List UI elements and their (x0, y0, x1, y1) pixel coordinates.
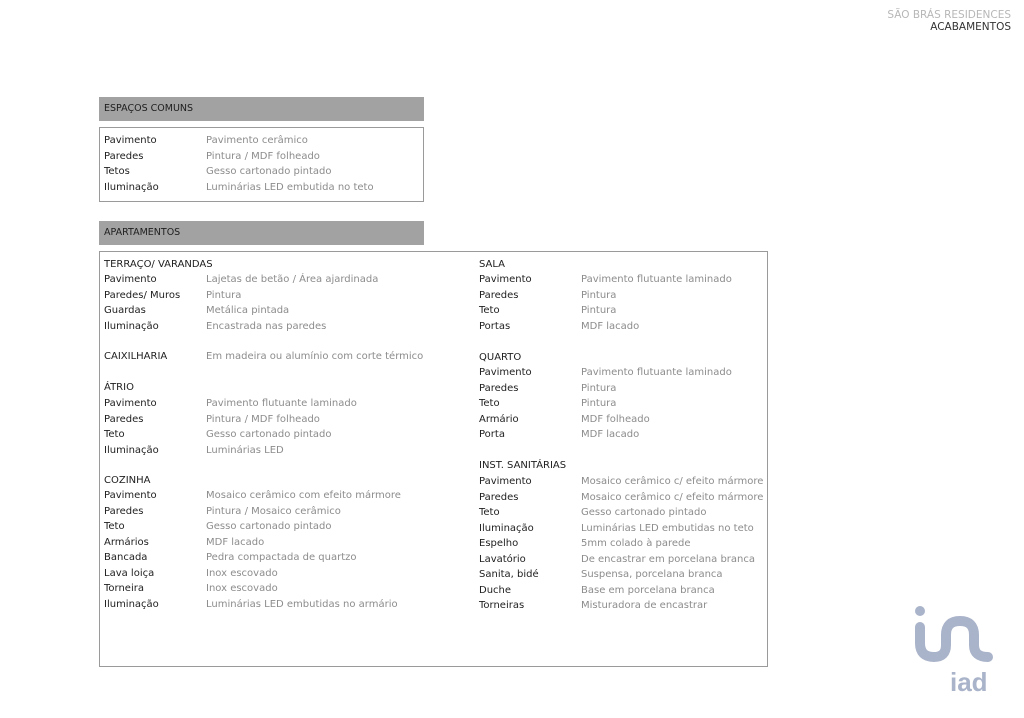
spec-label: Lavatório (479, 553, 526, 565)
project-name: SÃO BRÁS RESIDENCES (887, 9, 1011, 21)
spec-label: Torneiras (479, 600, 525, 611)
spec-label: Iluminação (104, 181, 159, 193)
spec-value: De encastrar em porcelana branca (581, 553, 755, 565)
window-frames-label: CAIXILHARIA (104, 351, 168, 362)
spec-value: Pintura / MDF folheado (206, 150, 320, 162)
iad-logo (912, 605, 1002, 695)
spec-value: 5mm colado à parede (581, 538, 691, 549)
spec-label: Pavimento (479, 367, 532, 378)
page-title: ACABAMENTOS (930, 21, 1011, 33)
spec-value: Pavimento cerâmico (206, 135, 308, 146)
spec-label: Torneira (104, 583, 144, 594)
spec-label: Paredes (479, 289, 519, 301)
spec-value: Suspensa, porcelana branca (581, 569, 723, 580)
spec-value: Gesso cartonado pintado (206, 166, 332, 177)
spec-value: Pedra compactada de quartzo (206, 552, 357, 563)
spec-label: Pavimento (104, 490, 157, 501)
terrace-section-title: TERRAÇO/ VARANDAS (104, 259, 213, 270)
iad-logo-mark (920, 621, 988, 657)
spec-value: Mosaico cerâmico com efeito mármore (206, 490, 401, 501)
spec-value: Inox escovado (206, 567, 278, 579)
spec-value: Pavimento flutuante laminado (206, 398, 357, 409)
spec-value: MDF folheado (581, 413, 650, 425)
spec-value: Pavimento flutuante laminado (581, 274, 732, 285)
spec-label: Paredes (479, 382, 519, 394)
window-frames-value: Em madeira ou alumínio com corte térmico (206, 351, 424, 362)
document-header (887, 9, 1011, 33)
iad-logo-text: iad (950, 667, 988, 695)
spec-value: Metálica pintada (206, 305, 290, 316)
spec-value: Gesso cartonado pintado (581, 507, 707, 518)
spec-label: Bancada (104, 552, 148, 563)
spec-value: Pavimento flutuante laminado (581, 367, 732, 378)
spec-label: Paredes (104, 505, 144, 517)
living-room-section-title: SALA (479, 259, 506, 270)
spec-value: Pintura (581, 289, 617, 301)
spec-value: MDF lacado (581, 429, 640, 440)
spec-label: Teto (479, 507, 500, 518)
spec-label: Pavimento (104, 135, 157, 146)
spec-label: Armário (479, 413, 519, 425)
spec-label: Guardas (104, 305, 146, 316)
spec-value: Pintura (206, 289, 242, 301)
common-areas-title-bar: ESPAÇOS COMUNS (99, 97, 424, 121)
spec-label: Paredes (104, 413, 144, 425)
spec-label: Teto (479, 305, 500, 316)
spec-value: Gesso cartonado pintado (206, 429, 332, 440)
spec-label: Paredes (104, 150, 144, 162)
spec-value: Inox escovado (206, 583, 278, 594)
iad-logo-dot (915, 606, 925, 616)
spec-value: Lajetas de betão / Área ajardinada (206, 274, 379, 285)
kitchen-section-title: COZINHA (104, 475, 151, 486)
spec-label: Iluminação (104, 598, 159, 610)
spec-label: Iluminação (479, 522, 534, 534)
spec-value: Pintura (581, 305, 617, 316)
spec-value: Mosaico cerâmico c/ efeito mármore (581, 491, 764, 503)
spec-value: Luminárias LED embutidas no armário (206, 598, 398, 610)
bedroom-section-title: QUARTO (479, 352, 522, 363)
spec-value: Luminárias LED (206, 444, 284, 456)
spec-value: Luminárias LED embutidas no teto (581, 522, 754, 534)
spec-label: Pavimento (479, 476, 532, 487)
spec-value: MDF lacado (581, 320, 640, 332)
spec-label: Duche (479, 584, 512, 596)
spec-value: Encastrada nas paredes (206, 320, 327, 332)
spec-label: Iluminação (104, 320, 159, 332)
spec-value: Gesso cartonado pintado (206, 521, 332, 532)
spec-label: Lava loiça (104, 567, 155, 579)
spec-label: Portas (479, 320, 511, 332)
spec-label: Teto (479, 398, 500, 409)
spec-label: Teto (104, 521, 125, 532)
spec-label: Pavimento (104, 274, 157, 285)
spec-value: Pintura / Mosaico cerâmico (206, 505, 341, 517)
apartments-title-bar: APARTAMENTOS (99, 221, 424, 245)
spec-value: Base em porcelana branca (581, 584, 715, 596)
spec-label: Paredes/ Muros (104, 289, 181, 301)
spec-value: Misturadora de encastrar (581, 600, 708, 611)
spec-label: Pavimento (479, 274, 532, 285)
spec-label: Paredes (479, 491, 519, 503)
spec-label: Iluminação (104, 444, 159, 456)
spec-label: Pavimento (104, 398, 157, 409)
spec-label: Teto (104, 429, 125, 440)
spec-value: Pintura (581, 398, 617, 409)
spec-label: Armários (104, 536, 149, 548)
spec-label: Sanita, bidé (479, 569, 539, 580)
spec-value: Mosaico cerâmico c/ efeito mármore (581, 476, 764, 487)
spec-value: Pintura (581, 382, 617, 394)
atrium-section-title: ÁTRIO (104, 382, 134, 393)
spec-value: Pintura / MDF folheado (206, 413, 320, 425)
spec-label: Porta (479, 429, 505, 440)
spec-label: Espelho (479, 538, 519, 549)
bathrooms-section-title: INST. SANITÁRIAS (479, 460, 567, 471)
spec-value: MDF lacado (206, 536, 265, 548)
spec-label: Tetos (104, 166, 130, 177)
spec-value: Luminárias LED embutida no teto (206, 181, 374, 193)
